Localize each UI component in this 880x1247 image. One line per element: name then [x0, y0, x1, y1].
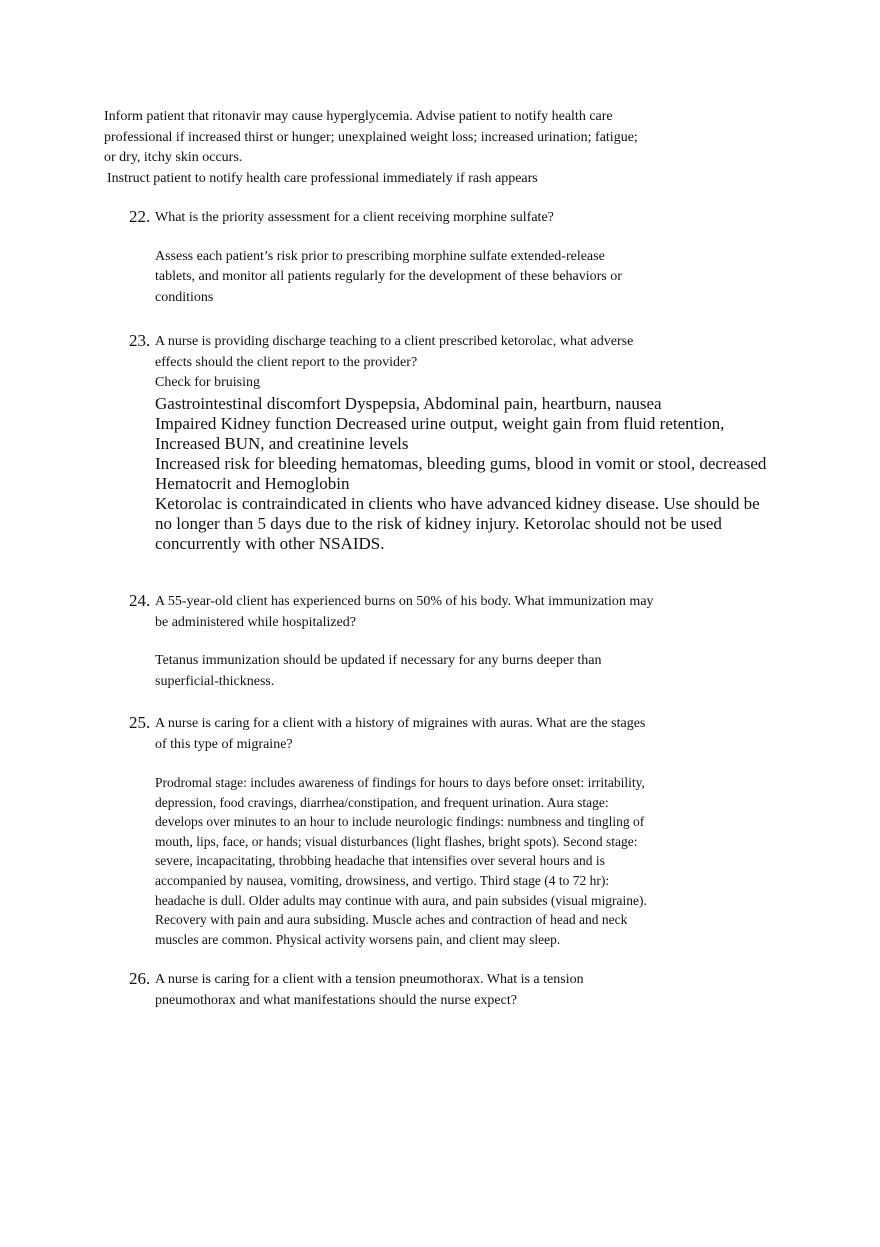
answer-line: muscles are common. Physical activity worsens pain, and client may sleep.	[155, 931, 561, 947]
answer-line: Hematocrit and Hemoglobin	[155, 473, 350, 493]
answer-line: accompanied by nausea, vomiting, drowsiness, and vertigo. Third stage (4 to 72 hr):	[155, 872, 610, 888]
answer-line: no longer than 5 days due to the risk of kidney injury. Ketorolac should not be used	[155, 513, 722, 533]
question-text: A nurse is caring for a client with a history of migraines with auras. What are the stages	[155, 716, 646, 731]
intro-line: Instruct patient to notify health care professional immediately if rash appears	[107, 170, 538, 186]
question-text: pneumothorax and what manifestations should the nurse expect?	[155, 992, 517, 1008]
question-text: A nurse is providing discharge teaching to a client prescribed ketorolac, what adverse	[155, 334, 634, 349]
answer-line: depression, food cravings, diarrhea/constipation, and frequent urination. Aura stage:	[155, 794, 609, 810]
question-number: 26.	[129, 969, 151, 988]
answer-line: Impaired Kidney function Decreased urine output, weight gain from fluid retention,	[155, 413, 725, 433]
question-text: effects should the client report to the provider?	[155, 354, 418, 370]
question-23	[129, 332, 809, 554]
answer-line: Recovery with pain and aura subsiding. Muscle aches and contraction of head and neck	[155, 912, 628, 928]
question-text: A 55-year-old client has experienced burns on 50% of his body. What immunization may	[155, 594, 654, 609]
answer-line: mouth, lips, face, or hands; visual disturbances (light flashes, bright spots). Second stage:	[155, 833, 638, 849]
question-25	[129, 714, 809, 949]
intro-line: Inform patient that ritonavir may cause hyperglycemia. Advise patient to notify health care	[104, 109, 613, 124]
answer-line: conditions	[155, 289, 214, 305]
question-number: 22.	[129, 207, 151, 226]
intro-paragraph	[104, 107, 704, 189]
answer-line: develops over minutes to an hour to include neurologic findings: numbness and tingling of	[155, 814, 645, 830]
answer-line: superficial-thickness.	[155, 673, 275, 689]
question-number: 25.	[129, 713, 151, 732]
question-26	[129, 970, 809, 1011]
answer-line: Tetanus immunization should be updated if necessary for any burns deeper than	[155, 653, 602, 668]
answer-line: Prodromal stage: includes awareness of findings for hours to days before onset: irritability,	[155, 775, 645, 790]
question-text: A nurse is caring for a client with a tension pneumothorax. What is a tension	[155, 972, 584, 987]
question-text: Check for bruising	[155, 375, 260, 390]
answer-line: Increased BUN, and creatinine levels	[155, 433, 409, 453]
question-24	[129, 592, 809, 692]
answer-line: Gastrointestinal discomfort Dyspepsia, Abdominal pain, heartburn, nausea	[155, 393, 662, 413]
question-text: of this type of migraine?	[155, 736, 293, 752]
question-number: 24.	[129, 591, 151, 610]
answer-line: Assess each patient’s risk prior to prescribing morphine sulfate extended-release	[155, 248, 605, 264]
question-number: 23.	[129, 331, 151, 350]
intro-line: or dry, itchy skin occurs.	[104, 150, 243, 165]
answer-line: Increased risk for bleeding hematomas, bleeding gums, blood in vomit or stool, decreased	[155, 453, 767, 473]
question-text: be administered while hospitalized?	[155, 614, 356, 630]
answer-line: Ketorolac is contraindicated in clients who have advanced kidney disease. Use should be	[155, 493, 760, 513]
answer-line: concurrently with other NSAIDS.	[155, 533, 385, 553]
question-22	[129, 208, 809, 308]
intro-line: professional if increased thirst or hunger; unexplained weight loss; increased urination; fatigue;	[104, 129, 638, 145]
answer-line: tablets, and monitor all patients regularly for the development of these behaviors or	[155, 269, 622, 284]
question-text: What is the priority assessment for a client receiving morphine sulfate?	[155, 210, 554, 225]
answer-line: severe, incapacitating, throbbing headache that intensifies over several hours and is	[155, 853, 605, 869]
answer-line: headache is dull. Older adults may continue with aura, and pain subsides (visual migraine).	[155, 892, 647, 908]
